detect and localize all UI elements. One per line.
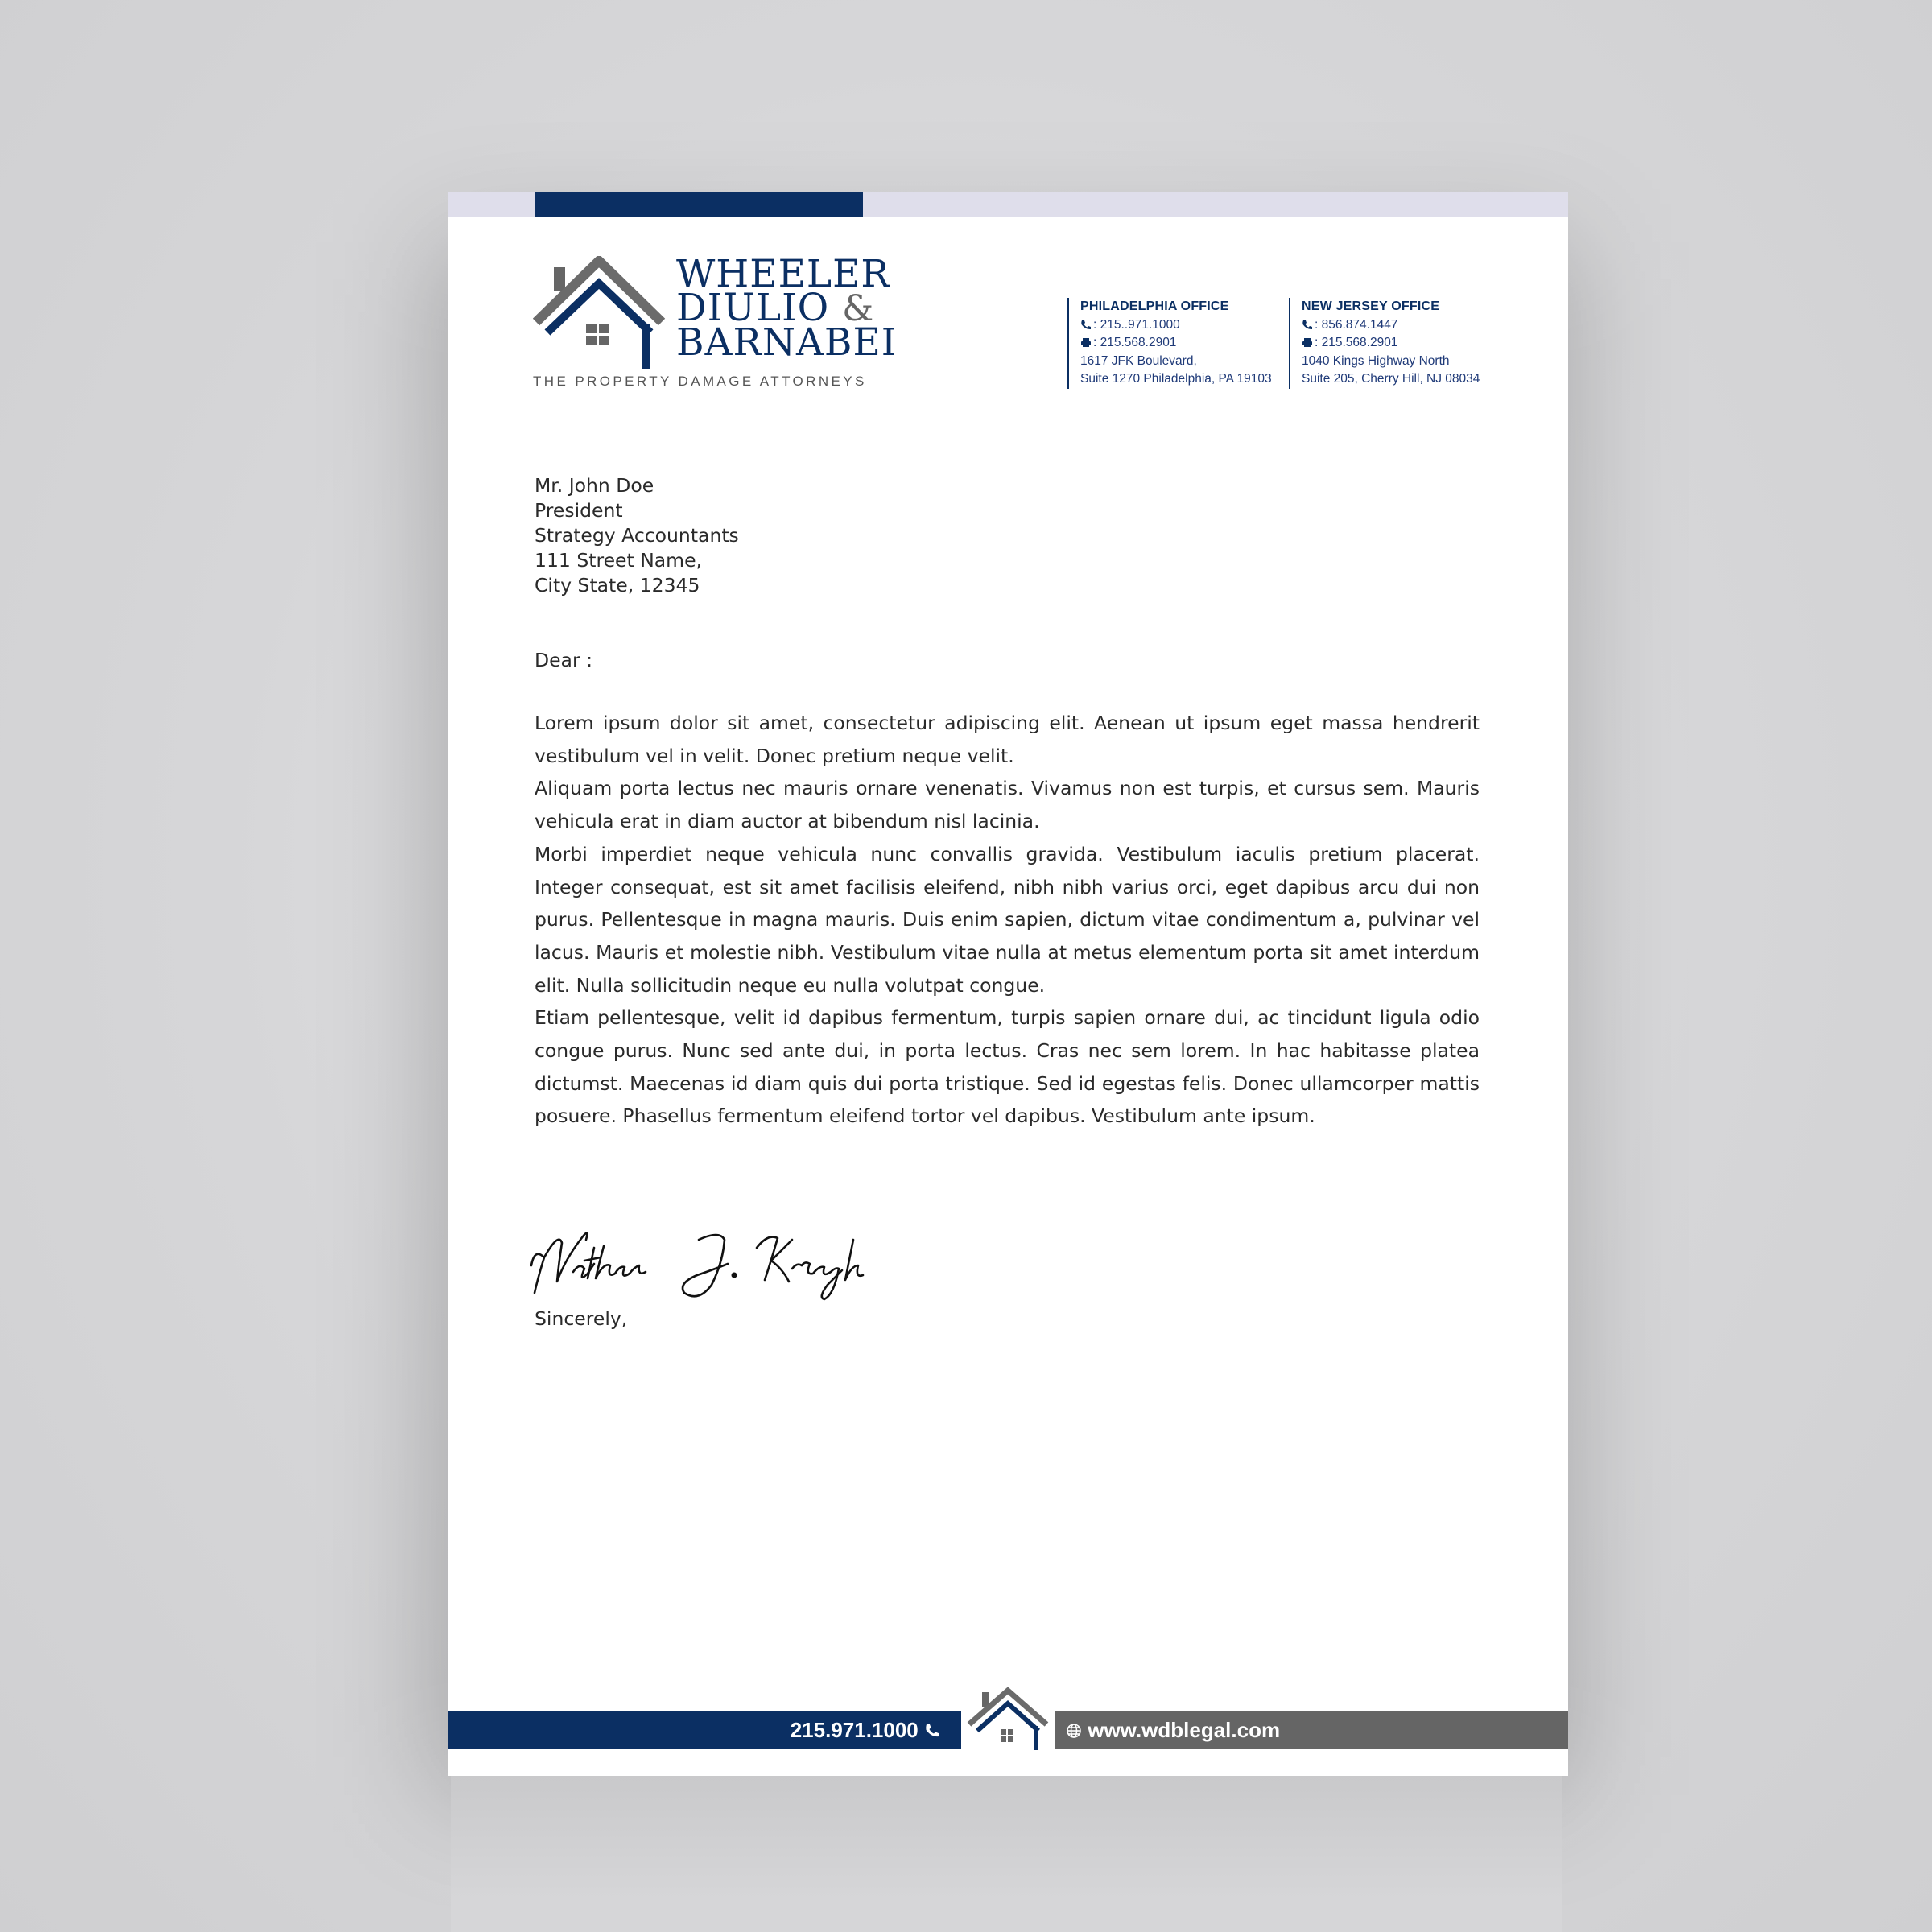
office-address-line2: Suite 205, Cherry Hill, NJ 08034	[1302, 372, 1480, 386]
footer-website-link[interactable]	[1066, 1718, 1280, 1743]
recipient-name: Mr. John Doe	[535, 474, 654, 497]
body-paragraph: Etiam pellentesque, velit id dapibus fermentum, turpis sapien ornare dui, ac tincidunt ligula odio congue purus. Nunc sed ante dui, in porta lectus. Cras nec sem lorem. In hac habitasse platea dictumst. Maecenas id diam quis dui porta tristique. Sed id egestas felis. Donec ullamcorper mattis posuere. Phasellus fermentum eleifend tortor vel dapibus. Vestibulum ante ipsum.	[535, 1006, 1480, 1128]
footer-phone-number: 215.971.1000	[790, 1718, 919, 1742]
top-accent-bar	[535, 192, 863, 217]
recipient-company: Strategy Accountants	[535, 524, 739, 547]
recipient-block	[535, 473, 1480, 598]
globe-icon	[1066, 1723, 1082, 1739]
office-address-line1: 1617 JFK Boulevard,	[1080, 353, 1197, 368]
closing: Sincerely,	[535, 1307, 628, 1330]
phone-icon	[924, 1723, 940, 1739]
signature	[526, 1216, 897, 1304]
company-name-line3: BARNABEI	[676, 320, 898, 365]
office-address-line2: Suite 1270 Philadelphia, PA 19103	[1080, 372, 1272, 386]
company-name-line1: WHEELER	[676, 252, 890, 296]
new-jersey-office	[1289, 298, 1535, 389]
company-logo	[533, 252, 903, 401]
office-phone: : 215..971.1000	[1080, 316, 1314, 335]
recipient-city: City State, 12345	[535, 574, 700, 597]
office-title: PHILADELPHIA OFFICE	[1080, 299, 1229, 313]
philadelphia-office	[1067, 298, 1314, 389]
phone-icon	[1080, 320, 1092, 330]
office-address-line1: 1040 Kings Highway North	[1302, 353, 1450, 368]
letter-body	[535, 707, 1480, 1133]
company-name-ampersand: &	[842, 288, 875, 329]
office-phone: : 856.874.1447	[1302, 316, 1535, 335]
footer-website: www.wdblegal.com	[1088, 1718, 1281, 1742]
footer-phone[interactable]	[791, 1718, 940, 1743]
recipient-street: 111 Street Name,	[535, 549, 703, 572]
fax-icon	[1302, 337, 1313, 348]
company-name-line2: DIULIO	[676, 286, 830, 330]
body-paragraph: Lorem ipsum dolor sit amet, consectetur adipiscing elit. Aenean ut ipsum eget massa hendrerit vestibulum vel in velit. Donec pretium neque velit.	[535, 712, 1480, 767]
house-logo-icon	[966, 1687, 1050, 1752]
office-fax: : 215.568.2901	[1302, 334, 1535, 353]
office-title: NEW JERSEY OFFICE	[1302, 299, 1440, 313]
body-paragraph: Morbi imperdiet neque vehicula nunc convallis gravida. Vestibulum iaculis pretium placerat. Integer consequat, est sit amet facilisis eleifend, nibh nibh varius orci, eget dapibus arcu dui non purus. Pellentesque in magna mauris. Duis enim sapien, dictum vitae condimentum a, pulvinar vel lacus. Mauris et molestie nibh. Vestibulum vitae nulla at metus elementum porta sit amet interdum elit. Nulla sollicitudin neque eu nulla volutpat congue.	[535, 842, 1480, 997]
footer-phone-bar	[448, 1711, 961, 1749]
body-paragraph: Aliquam porta lectus nec mauris ornare venenatis. Vivamus non est turpis, et cursus sem. Mauris vehicula erat in diam auctor at bibendum nisl lacinia.	[535, 777, 1480, 833]
floor-reflection	[451, 1776, 1562, 1932]
office-fax: : 215.568.2901	[1080, 334, 1314, 353]
phone-icon	[1302, 320, 1313, 330]
fax-icon	[1080, 337, 1092, 348]
recipient-title: President	[535, 499, 623, 522]
footer-web-bar	[1055, 1711, 1568, 1749]
house-logo-icon	[533, 256, 670, 369]
letterhead-page	[448, 192, 1568, 1776]
salutation: Dear :	[535, 649, 593, 671]
company-name	[676, 252, 898, 365]
company-tagline: THE PROPERTY DAMAGE ATTORNEYS	[533, 374, 867, 389]
